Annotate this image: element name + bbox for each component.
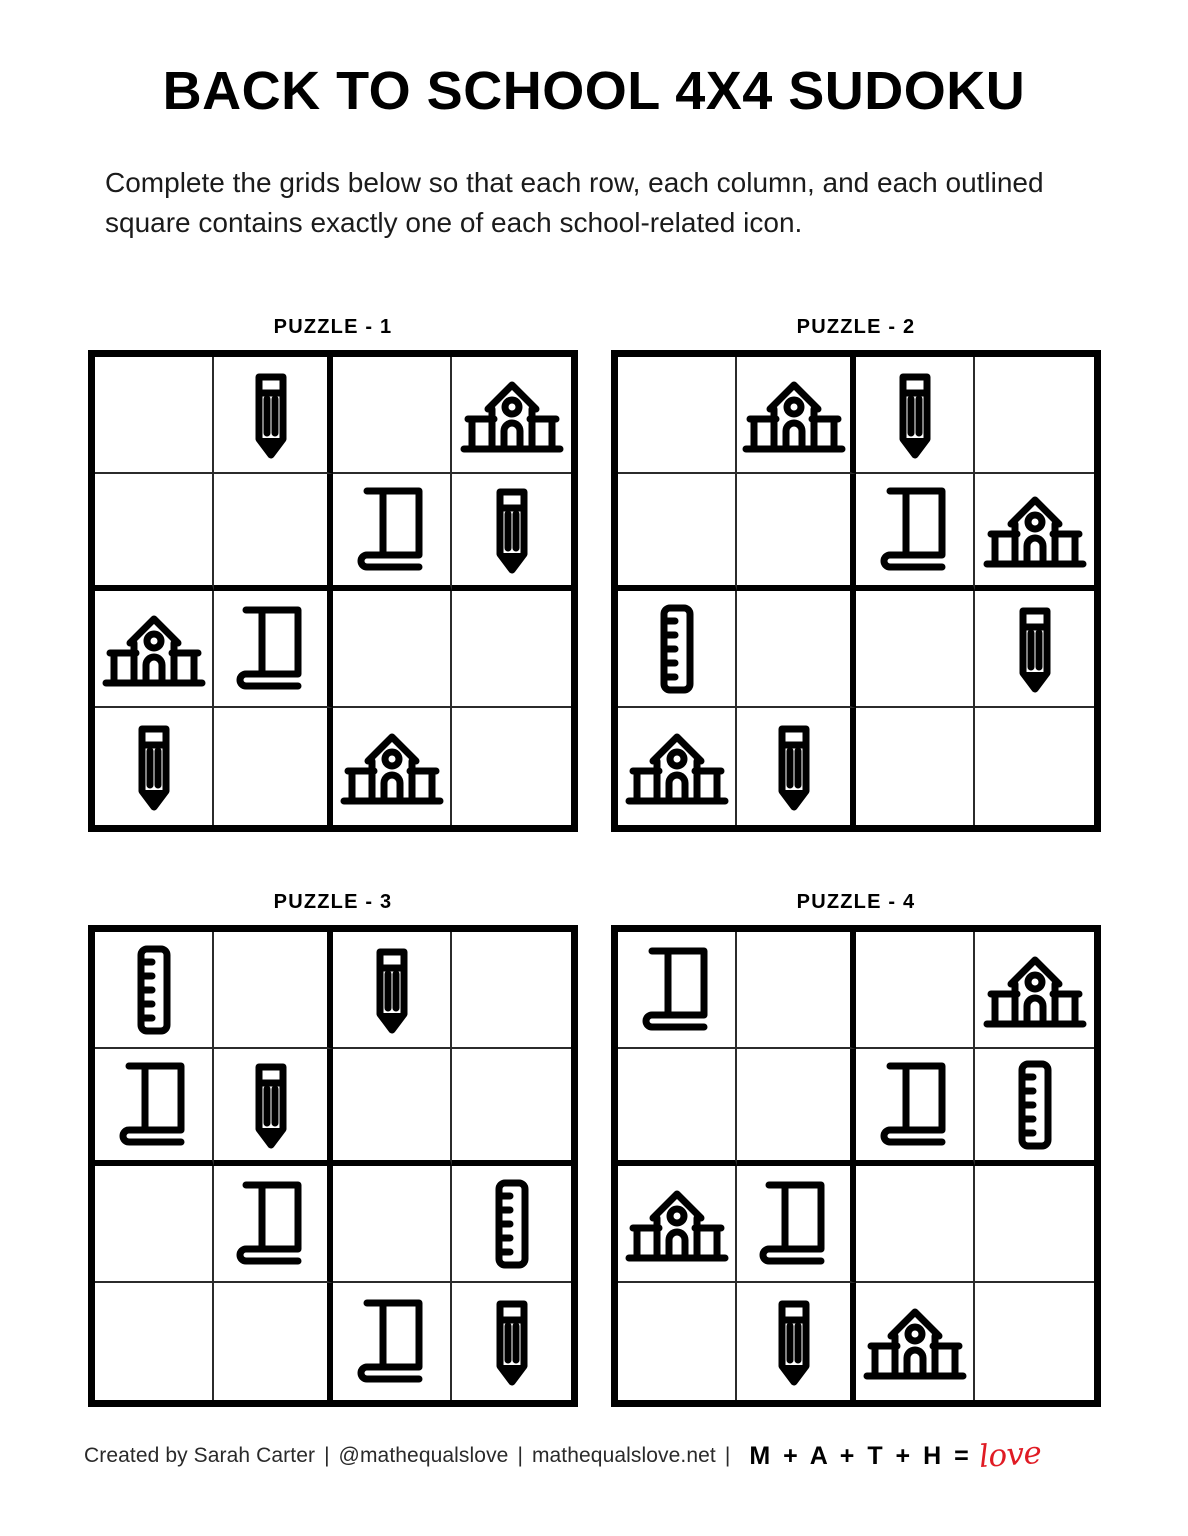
footer-separator-1: |: [324, 1444, 330, 1467]
pencil-icon: [95, 708, 212, 825]
puzzle-3-cell-r4c2[interactable]: [214, 1283, 333, 1400]
empty-cell: [856, 1166, 973, 1281]
puzzle-2-block: [611, 316, 1101, 832]
puzzle-1-cell-r3c4[interactable]: [452, 591, 571, 708]
school-building-icon: [975, 474, 1094, 585]
empty-cell: [618, 474, 735, 585]
puzzle-3-cell-r4c3[interactable]: [333, 1283, 452, 1400]
puzzle-4-cell-r4c4[interactable]: [975, 1283, 1094, 1400]
footer-website: mathequalslove.net: [531, 1444, 716, 1467]
puzzle-3-cell-r3c4[interactable]: [452, 1166, 571, 1283]
puzzle-4-cell-r1c2[interactable]: [737, 932, 856, 1049]
puzzle-2-label: PUZZLE - 2: [796, 316, 916, 338]
puzzle-1-cell-r4c3[interactable]: [333, 708, 452, 825]
puzzle-1-cell-r1c3[interactable]: [333, 357, 452, 474]
empty-cell: [333, 1049, 450, 1160]
puzzle-3-cell-r4c4[interactable]: [452, 1283, 571, 1400]
empty-cell: [856, 591, 973, 706]
puzzle-3-block: [88, 891, 578, 1407]
book-icon: [333, 1283, 450, 1400]
school-building-icon: [618, 1166, 735, 1281]
pencil-icon: [452, 1283, 571, 1400]
puzzle-1-cell-r4c1[interactable]: [95, 708, 214, 825]
book-icon: [856, 474, 973, 585]
puzzle-2-cell-r1c4[interactable]: [975, 357, 1094, 474]
puzzle-4-cell-r1c3[interactable]: [856, 932, 975, 1049]
puzzle-4-cell-r4c2[interactable]: [737, 1283, 856, 1400]
empty-cell: [95, 1166, 212, 1281]
puzzle-2-cell-r4c1[interactable]: [618, 708, 737, 825]
empty-cell: [333, 357, 450, 472]
instructions-text: Complete the grids below so that each row, each column, and each outlined square contains exactly one of each school-related icon.: [105, 167, 1044, 238]
math-equals-love-logo: [749, 1434, 1043, 1476]
puzzle-4-label: PUZZLE - 4: [796, 891, 916, 913]
puzzle-1-cell-r2c4[interactable]: [452, 474, 571, 591]
empty-cell: [452, 591, 571, 706]
puzzle-2-cell-r3c4[interactable]: [975, 591, 1094, 708]
puzzle-2-cell-r4c4[interactable]: [975, 708, 1094, 825]
empty-cell: [452, 1049, 571, 1160]
puzzle-4-cell-r1c1[interactable]: [618, 932, 737, 1049]
empty-cell: [95, 474, 212, 585]
school-building-icon: [95, 591, 212, 706]
puzzle-2-cell-r4c2[interactable]: [737, 708, 856, 825]
puzzle-3-label: PUZZLE - 3: [273, 891, 393, 913]
puzzle-2-grid: [611, 350, 1101, 832]
empty-cell: [618, 1049, 735, 1160]
puzzle-3-cell-r3c1[interactable]: [95, 1166, 214, 1283]
empty-cell: [95, 1283, 212, 1400]
puzzle-4-cell-r2c4[interactable]: [975, 1049, 1094, 1166]
puzzle-1-grid: [88, 350, 578, 832]
empty-cell: [95, 357, 212, 472]
school-building-icon: [737, 357, 850, 472]
ruler-icon: [95, 932, 212, 1047]
empty-cell: [975, 357, 1094, 472]
pencil-icon: [975, 591, 1094, 706]
empty-cell: [737, 474, 850, 585]
puzzle-4-cell-r3c3[interactable]: [856, 1166, 975, 1283]
puzzle-2-cell-r1c3[interactable]: [856, 357, 975, 474]
ruler-icon: [975, 1049, 1094, 1160]
puzzle-3-cell-r1c2[interactable]: [214, 932, 333, 1049]
pencil-icon: [333, 932, 450, 1047]
school-building-icon: [618, 708, 735, 825]
school-building-icon: [333, 708, 450, 825]
empty-cell: [618, 357, 735, 472]
book-icon: [214, 591, 327, 706]
empty-cell: [618, 1283, 735, 1400]
page-title: BACK TO SCHOOL 4X4 SUDOKU: [162, 61, 1026, 121]
empty-cell: [737, 591, 850, 706]
book-icon: [214, 1166, 327, 1281]
empty-cell: [975, 1283, 1094, 1400]
puzzle-2-cell-r2c4[interactable]: [975, 474, 1094, 591]
puzzle-4-cell-r4c1[interactable]: [618, 1283, 737, 1400]
puzzle-1-cell-r1c4[interactable]: [452, 357, 571, 474]
puzzle-2-cell-r4c3[interactable]: [856, 708, 975, 825]
puzzle-4-cell-r3c1[interactable]: [618, 1166, 737, 1283]
logo-love-word: love: [977, 1434, 1043, 1476]
empty-cell: [333, 1166, 450, 1281]
puzzle-4-block: [611, 891, 1101, 1407]
book-icon: [856, 1049, 973, 1160]
puzzle-1-cell-r2c2[interactable]: [214, 474, 333, 591]
puzzle-3-cell-r4c1[interactable]: [95, 1283, 214, 1400]
school-building-icon: [452, 357, 571, 472]
logo-letters: M + A + T + H =: [749, 1441, 972, 1470]
puzzle-2-cell-r1c2[interactable]: [737, 357, 856, 474]
puzzle-2-cell-r2c3[interactable]: [856, 474, 975, 591]
puzzle-3-cell-r3c2[interactable]: [214, 1166, 333, 1283]
empty-cell: [214, 1283, 327, 1400]
pencil-icon: [737, 1283, 850, 1400]
pencil-icon: [214, 1049, 327, 1160]
puzzle-4-cell-r1c4[interactable]: [975, 932, 1094, 1049]
pencil-icon: [214, 357, 327, 472]
puzzle-3-cell-r2c4[interactable]: [452, 1049, 571, 1166]
puzzle-3-cell-r2c3[interactable]: [333, 1049, 452, 1166]
puzzle-1-cell-r4c2[interactable]: [214, 708, 333, 825]
puzzle-1-cell-r2c3[interactable]: [333, 474, 452, 591]
puzzle-1-cell-r3c3[interactable]: [333, 591, 452, 708]
puzzle-2-cell-r3c1[interactable]: [618, 591, 737, 708]
empty-cell: [737, 932, 850, 1047]
school-building-icon: [975, 932, 1094, 1047]
pencil-icon: [856, 357, 973, 472]
empty-cell: [856, 932, 973, 1047]
ruler-icon: [452, 1166, 571, 1281]
empty-cell: [452, 932, 571, 1047]
puzzle-1-cell-r1c2[interactable]: [214, 357, 333, 474]
empty-cell: [333, 591, 450, 706]
puzzle-3-cell-r1c4[interactable]: [452, 932, 571, 1049]
puzzle-4-cell-r2c3[interactable]: [856, 1049, 975, 1166]
puzzle-1-label: PUZZLE - 1: [273, 316, 393, 338]
footer-handle: @mathequalslove: [338, 1444, 509, 1467]
empty-cell: [975, 1166, 1094, 1281]
book-icon: [618, 932, 735, 1047]
empty-cell: [214, 474, 327, 585]
puzzle-1-cell-r4c4[interactable]: [452, 708, 571, 825]
puzzle-4-grid: [611, 925, 1101, 1407]
puzzle-4-cell-r3c4[interactable]: [975, 1166, 1094, 1283]
puzzle-3-grid: [88, 925, 578, 1407]
puzzle-1-cell-r1c1[interactable]: [95, 357, 214, 474]
puzzle-2-cell-r2c2[interactable]: [737, 474, 856, 591]
empty-cell: [214, 708, 327, 825]
puzzle-4-cell-r2c1[interactable]: [618, 1049, 737, 1166]
footer-separator-2: |: [517, 1444, 523, 1467]
puzzle-4-cell-r2c2[interactable]: [737, 1049, 856, 1166]
ruler-icon: [618, 591, 735, 706]
puzzle-3-cell-r2c2[interactable]: [214, 1049, 333, 1166]
empty-cell: [452, 708, 571, 825]
puzzle-2-cell-r2c1[interactable]: [618, 474, 737, 591]
empty-cell: [856, 708, 973, 825]
puzzle-1-block: [88, 316, 578, 832]
puzzle-3-cell-r2c1[interactable]: [95, 1049, 214, 1166]
school-building-icon: [856, 1283, 973, 1400]
book-icon: [95, 1049, 212, 1160]
book-icon: [333, 474, 450, 585]
puzzle-1-cell-r3c1[interactable]: [95, 591, 214, 708]
footer-separator-3: |: [724, 1444, 731, 1467]
puzzle-3-cell-r1c3[interactable]: [333, 932, 452, 1049]
pencil-icon: [737, 708, 850, 825]
puzzle-1-cell-r2c1[interactable]: [95, 474, 214, 591]
puzzle-2-cell-r3c3[interactable]: [856, 591, 975, 708]
empty-cell: [214, 932, 327, 1047]
puzzle-2-cell-r3c2[interactable]: [737, 591, 856, 708]
empty-cell: [737, 1049, 850, 1160]
puzzle-1-cell-r3c2[interactable]: [214, 591, 333, 708]
book-icon: [737, 1166, 850, 1281]
footer-created-by: Created by Sarah Carter: [84, 1444, 316, 1467]
empty-cell: [975, 708, 1094, 825]
puzzle-3-cell-r1c1[interactable]: [95, 932, 214, 1049]
pencil-icon: [452, 474, 571, 585]
puzzle-3-cell-r3c3[interactable]: [333, 1166, 452, 1283]
puzzle-4-cell-r4c3[interactable]: [856, 1283, 975, 1400]
puzzle-4-cell-r3c2[interactable]: [737, 1166, 856, 1283]
puzzle-2-cell-r1c1[interactable]: [618, 357, 737, 474]
footer: [84, 1434, 1043, 1476]
